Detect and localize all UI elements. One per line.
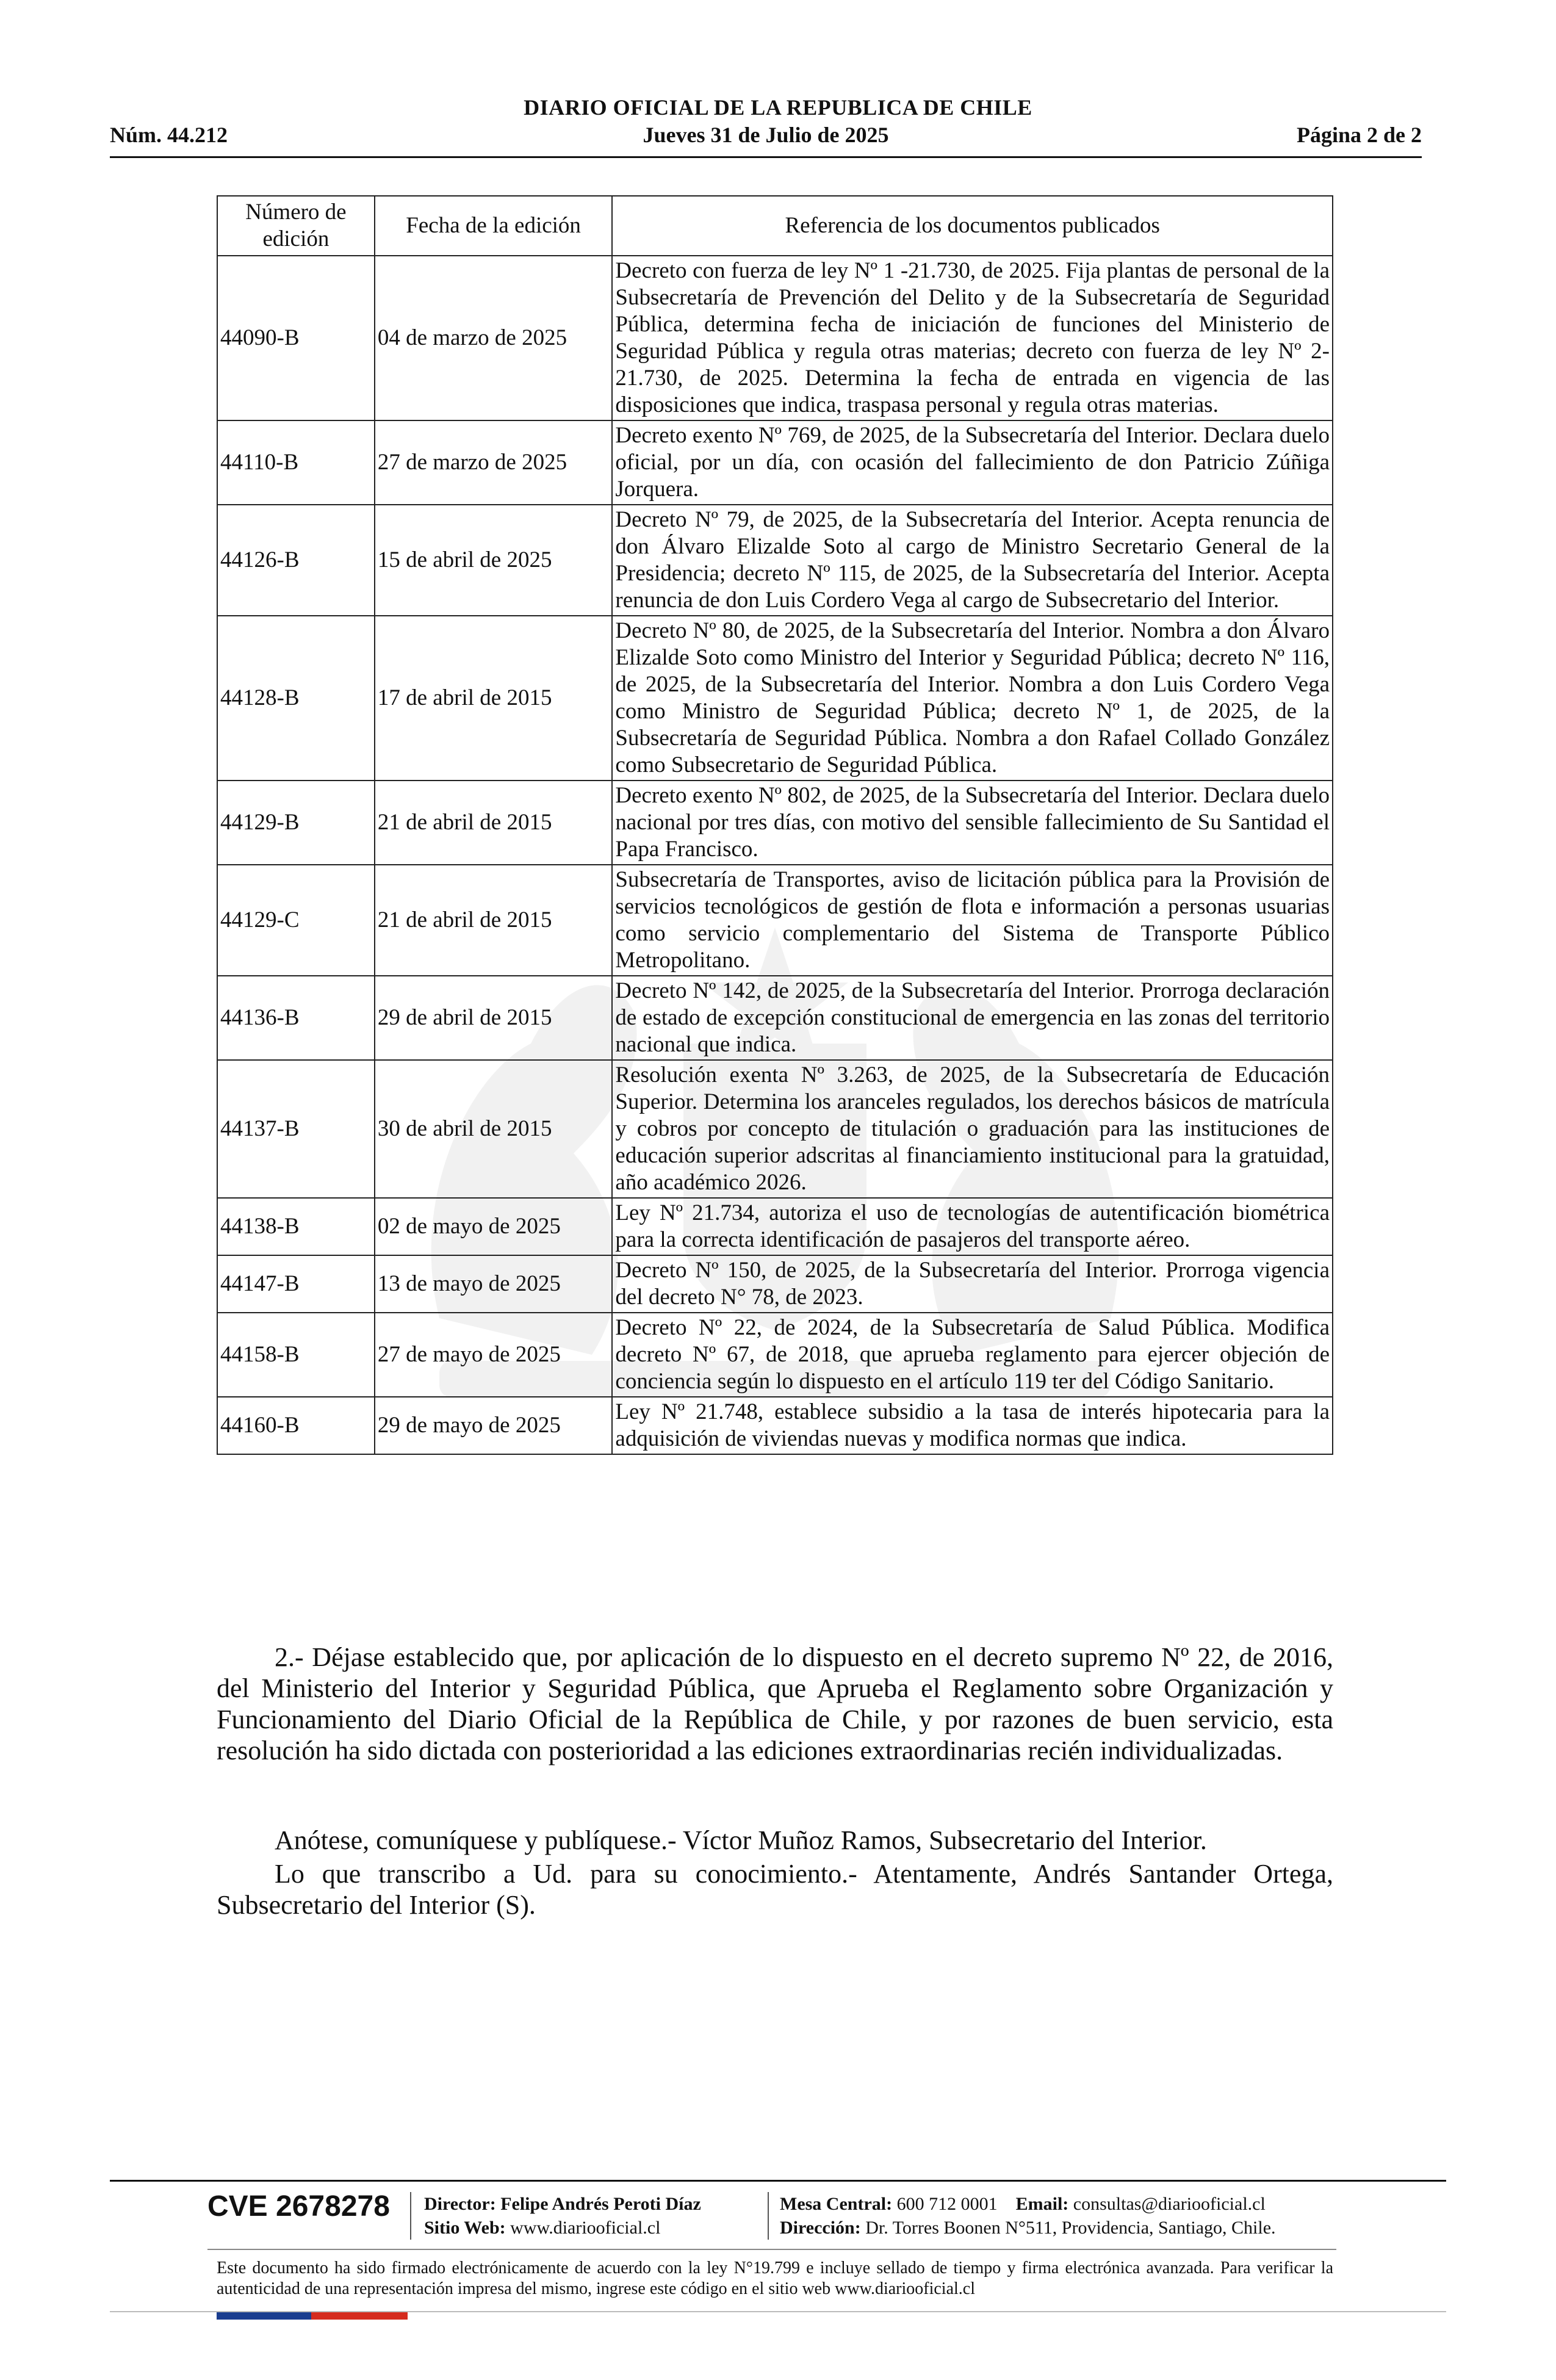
edition-date: 27 de marzo de 2025: [375, 420, 613, 505]
header-reference: Referencia de los documentos publicados: [612, 196, 1333, 256]
edition-number: 44160-B: [217, 1397, 375, 1454]
table-row: [217, 976, 1333, 1060]
document-reference: Decreto Nº 22, de 2024, de la Subsecretaría de Salud Pública. Modifica decreto Nº 67, de 2018, que aprueba reglamento para ejercer objeción de conciencia según lo dispuesto en el artículo 119 ter del Código Sanitario.: [612, 1313, 1333, 1397]
footer-separator: [768, 2192, 769, 2240]
address-text: Dr. Torres Boonen N°511, Providencia, Santiago, Chile.: [865, 2218, 1276, 2238]
phone-label: Mesa Central:: [780, 2194, 893, 2214]
edition-number: 44129-C: [217, 865, 375, 976]
edition-date: 21 de abril de 2015: [375, 865, 613, 976]
footer-inner-divider: [207, 2249, 1336, 2250]
edition-number: 44138-B: [217, 1198, 375, 1255]
table-row: [217, 1313, 1333, 1397]
edition-date: 27 de mayo de 2025: [375, 1313, 613, 1397]
document-reference: Decreto Nº 79, de 2025, de la Subsecretaría del Interior. Acepta renuncia de don Álvaro Elizalde Soto al cargo de Ministro Secretario General de la Presidencia; decreto Nº 115, de 2025, de la Subsecretaría del Interior. Acepta renuncia de don Luis Cordero Vega al cargo de Subsecretario del Interior.: [612, 505, 1333, 616]
document-reference: Decreto exento Nº 769, de 2025, de la Subsecretaría del Interior. Declara duelo oficial, por un día, con ocasión del fallecimiento de don Patricio Zúñiga Jorquera.: [612, 420, 1333, 505]
phone-number: 600 712 0001: [896, 2194, 998, 2214]
edition-date: 30 de abril de 2015: [375, 1060, 613, 1198]
site-label: Sitio Web:: [424, 2218, 506, 2238]
footer-director-block: [424, 2192, 701, 2240]
edition-number: 44110-B: [217, 420, 375, 505]
document-reference: Decreto Nº 142, de 2025, de la Subsecretaría del Interior. Prorroga declaración de estado de excepción constitucional de emergencia en las zonas del territorio nacional que indica.: [612, 976, 1333, 1060]
edition-date: 04 de marzo de 2025: [375, 256, 613, 420]
resolution-paragraph: 2.- Déjase establecido que, por aplicación de lo dispuesto en el decreto supremo Nº 22, de 2016, del Ministerio del Interior y Seguridad Pública, que Aprueba el Reglamento sobre Organización y Funcionamiento del Diario Oficial de la República de Chile, y por razones de buen servicio, esta resolución ha sido dictada con posterioridad a las ediciones extraordinarias recién individualizadas.: [217, 1642, 1333, 1765]
edition-number: 44158-B: [217, 1313, 375, 1397]
document-reference: Decreto Nº 150, de 2025, de la Subsecretaría del Interior. Prorroga vigencia del decreto N° 78, de 2023.: [612, 1255, 1333, 1313]
table-row: [217, 256, 1333, 420]
table-header-row: [217, 196, 1333, 256]
edition-number: 44090-B: [217, 256, 375, 420]
document-reference: Decreto con fuerza de ley Nº 1 -21.730, de 2025. Fija plantas de personal de la Subsecretaría de Prevención del Delito y de la Subsecretaría de Seguridad Pública, determina fecha de iniciación de funciones del Ministerio de Seguridad Pública y regula otras materias; decreto con fuerza de ley Nº 2-21.730, de 2025. Determina la fecha de entrada en vigencia de las disposiciones que indica, traspasa personal y regula otras materias.: [612, 256, 1333, 420]
document-reference: Decreto exento Nº 802, de 2025, de la Subsecretaría del Interior. Declara duelo nacional por tres días, con motivo del sensible fallecimiento de Su Santidad el Papa Francisco.: [612, 781, 1333, 865]
edition-date: 15 de abril de 2025: [375, 505, 613, 616]
table-row: [217, 1397, 1333, 1454]
edition-number: 44129-B: [217, 781, 375, 865]
edition-number: 44126-B: [217, 505, 375, 616]
transcription-paragraph: Lo que transcribo a Ud. para su conocimiento.- Atentamente, Andrés Santander Ortega, Subsecretario del Interior (S).: [217, 1859, 1333, 1920]
document-reference: Ley Nº 21.734, autoriza el uso de tecnologías de autentificación biométrica para la correcta identificación de pasajeros del transporte aéreo.: [612, 1198, 1333, 1255]
edition-date: 02 de mayo de 2025: [375, 1198, 613, 1255]
header-edition-date: Fecha de la edición: [375, 196, 613, 256]
flag-stripe-blue: [217, 2312, 311, 2320]
issue-date: Jueves 31 de Julio de 2025: [643, 123, 889, 147]
electronic-signature-note: Este documento ha sido firmado electrónicamente de acuerdo con la ley N°19.799 e incluye sellado de tiempo y firma electrónica avanzada. Para verificar la autenticidad de una representación impresa del mismo, ingrese este código en el sitio web www.diariooficial.cl: [217, 2259, 1333, 2298]
table-row: [217, 781, 1333, 865]
header-row: [110, 122, 1422, 150]
table-row: [217, 865, 1333, 976]
document-reference: Resolución exenta Nº 3.263, de 2025, de la Subsecretaría de Educación Superior. Determina los aranceles regulados, los derechos básicos de matrícula y cobros por concepto de titulación o graduación para las instituciones de educación superior adscritas al financiamiento institucional para la gratuidad, año académico 2026.: [612, 1060, 1333, 1198]
address-label: Dirección:: [780, 2218, 861, 2238]
newspaper-title: DIARIO OFICIAL DE LA REPUBLICA DE CHILE: [524, 95, 1032, 120]
cve-code: CVE 2678278: [207, 2190, 390, 2223]
edition-date: 17 de abril de 2015: [375, 616, 613, 781]
issue-number: Núm. 44.212: [110, 123, 228, 147]
email-label: Email:: [1015, 2194, 1069, 2214]
table-row: [217, 1060, 1333, 1198]
site-link[interactable]: www.diariooficial.cl: [510, 2218, 661, 2238]
page-indicator: Página 2 de 2: [1296, 123, 1422, 147]
edition-date: 13 de mayo de 2025: [375, 1255, 613, 1313]
document-reference: Subsecretaría de Transportes, aviso de licitación pública para la Provisión de servicios tecnológicos de gestión de flota e información a personas usuarias como servicio complementario del Sistema de Transporte Público Metropolitano.: [612, 865, 1333, 976]
header-divider: [110, 156, 1422, 158]
table-row: [217, 505, 1333, 616]
edition-date: 29 de abril de 2015: [375, 976, 613, 1060]
edition-number: 44147-B: [217, 1255, 375, 1313]
document-reference: Ley Nº 21.748, establece subsidio a la tasa de interés hipotecaria para la adquisición de viviendas nuevas y modifica normas que indica.: [612, 1397, 1333, 1454]
director-name: Felipe Andrés Peroti Díaz: [500, 2194, 701, 2214]
footer-contact-block: [780, 2192, 1276, 2240]
document-reference: Decreto Nº 80, de 2025, de la Subsecretaría del Interior. Nombra a don Álvaro Elizalde Soto como Ministro del Interior y Seguridad Pública; decreto Nº 116, de 2025, de la Subsecretaría del Interior. Nombra a don Luis Cordero Vega como Ministro de Seguridad Pública; decreto Nº 1, de 2025, de la Subsecretaría de Seguridad Pública. Nombra a don Rafael Collado González como Subsecretario de Seguridad Pública.: [612, 616, 1333, 781]
edition-number: 44128-B: [217, 616, 375, 781]
email-link[interactable]: consultas@diariooficial.cl: [1073, 2194, 1266, 2214]
table-row: [217, 1198, 1333, 1255]
edition-date: 21 de abril de 2015: [375, 781, 613, 865]
director-label: Director:: [424, 2194, 496, 2214]
header-edition-number: Número de edición: [217, 196, 375, 256]
table-row: [217, 1255, 1333, 1313]
flag-stripe-red: [311, 2312, 408, 2320]
publications-table: [217, 195, 1333, 1455]
footer-separator: [410, 2192, 411, 2240]
edition-date: 29 de mayo de 2025: [375, 1397, 613, 1454]
table-row: [217, 616, 1333, 781]
edition-number: 44136-B: [217, 976, 375, 1060]
closing-paragraph: Anótese, comuníquese y publíquese.- Víctor Muñoz Ramos, Subsecretario del Interior.: [275, 1825, 1207, 1855]
edition-number: 44137-B: [217, 1060, 375, 1198]
table-row: [217, 420, 1333, 505]
footer-divider: [110, 2180, 1446, 2182]
